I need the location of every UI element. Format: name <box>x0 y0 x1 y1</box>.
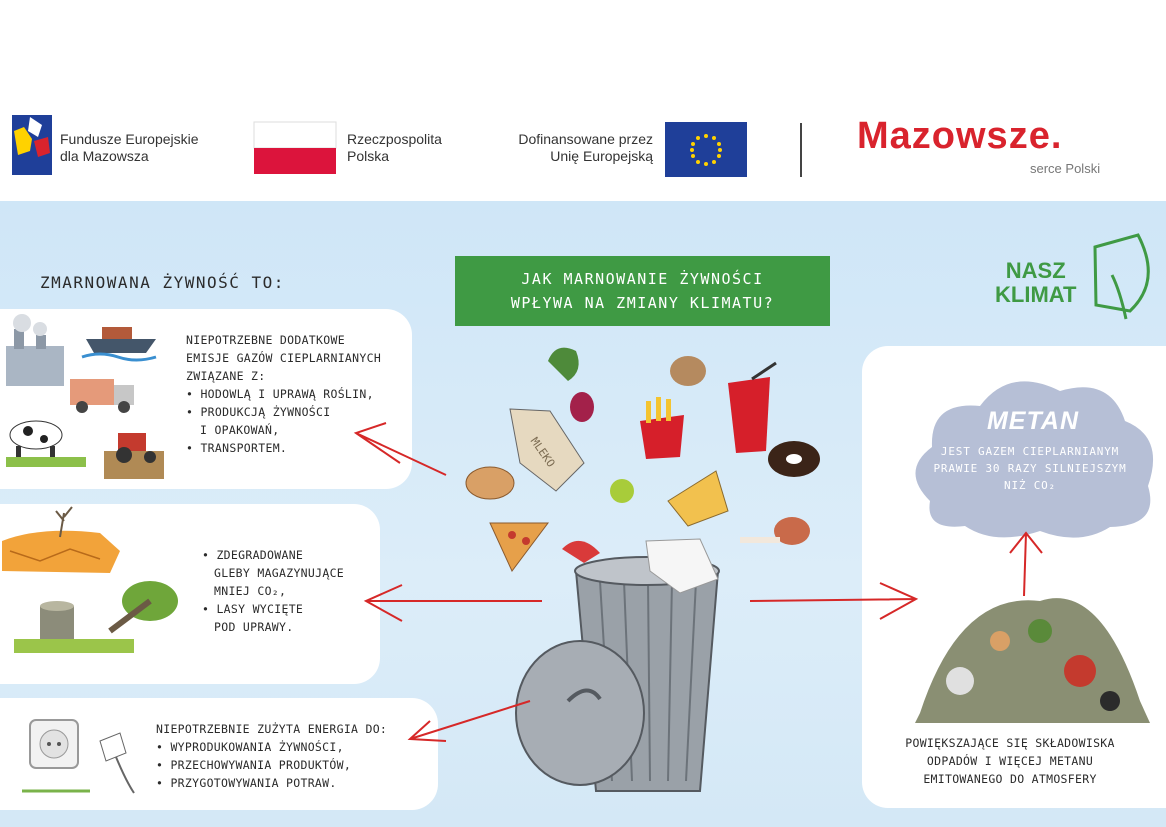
fe-logo-text: Fundusze Europejskie dla Mazowsza <box>60 131 199 164</box>
arrow-to-methane-icon <box>1010 533 1042 596</box>
apple-icon <box>610 479 634 503</box>
tractor-icon <box>104 433 164 479</box>
svg-text:MLEKO: MLEKO <box>527 435 558 470</box>
nasz-klimat-leaf-icon <box>1095 235 1148 319</box>
rp-logo-text: Rzeczpospolita Polska <box>347 131 442 164</box>
potato-icon <box>670 356 706 386</box>
panel-soil-forests-text: • ZDEGRADOWANE GLEBY MAGAZYNUJĄCE MNIEJ CO₂, • LASY WYCIĘTE POD UPRAWY. <box>202 546 344 636</box>
arrow-to-soil-icon <box>366 585 542 621</box>
landfill-caption: POWIĘKSZAJĄCE SIĘ SKŁADOWISKA ODPADÓW I WIĘCEJ METANU EMITOWANEGO DO ATMOSFERY <box>905 736 1115 786</box>
factory-icon <box>6 314 64 386</box>
cheese-icon <box>668 471 728 526</box>
ship-icon <box>82 327 156 360</box>
polish-flag-icon <box>254 122 336 174</box>
section-heading: ZMARNOWANA ŻYWNOŚĆ TO: <box>40 273 285 292</box>
pizza-slice-icon <box>490 523 548 571</box>
landfill-heap-icon <box>915 598 1150 723</box>
cup-icon <box>728 363 776 453</box>
electric-socket-icon <box>22 720 134 793</box>
donut-icon <box>768 441 820 477</box>
logo-strip <box>0 95 1166 201</box>
bread-icon <box>466 467 514 499</box>
trash-lid-icon <box>516 641 644 785</box>
fries-icon <box>640 397 684 459</box>
cow-icon <box>6 421 86 467</box>
mazowsze-logo: Mazowsze. <box>857 115 1063 157</box>
nasz-klimat-logo-text: NASZ KLIMAT <box>995 258 1077 307</box>
tree-stump-icon <box>14 581 178 653</box>
truck-icon <box>70 379 134 413</box>
arrow-to-landfill-icon <box>750 583 916 619</box>
arrow-to-energy-icon <box>410 701 530 741</box>
metan-description: JEST GAZEM CIEPLARNIANYM PRAWIE 30 RAZY SILNIEJSZYM NIŻ CO₂ <box>933 445 1127 492</box>
beet-icon <box>548 348 594 422</box>
eu-logo-text: Dofinansowane przez Unię Europejską <box>518 131 653 164</box>
chicken-leg-icon <box>740 517 810 545</box>
eu-flag-icon <box>665 122 747 177</box>
poster-title: JAK MARNOWANIE ŻYWNOŚCI WPŁYWA NA ZMIANY KLIMATU? <box>455 256 830 326</box>
mazowsze-tagline: serce Polski <box>1030 161 1101 176</box>
milk-carton-icon <box>510 409 584 491</box>
panel-emissions-text: NIEPOTRZEBNE DODATKOWE EMISJE GAZÓW CIEPLARNIANYCH ZWIĄZANE Z: • HODOWLĄ I UPRAWĄ ROŚLIN, • PRODUKCJĄ ŻYWNOŚCI I OPAKOWAŃ, • TRANSPORTEM. <box>186 331 381 457</box>
degraded-soil-icon <box>2 507 120 573</box>
infographic-poster <box>0 201 1166 827</box>
metan-title: METAN <box>986 407 1080 435</box>
panel-energy-text: NIEPOTRZEBNIE ZUŻYTA ENERGIA DO: • WYPRODUKOWANIA ŻYWNOŚCI, • PRZECHOWYWANIA PRODUKTÓW, • PRZYGOTOWYWANIA POTRAW. <box>156 720 387 792</box>
fundusze-europejskie-logo-icon <box>12 115 52 175</box>
